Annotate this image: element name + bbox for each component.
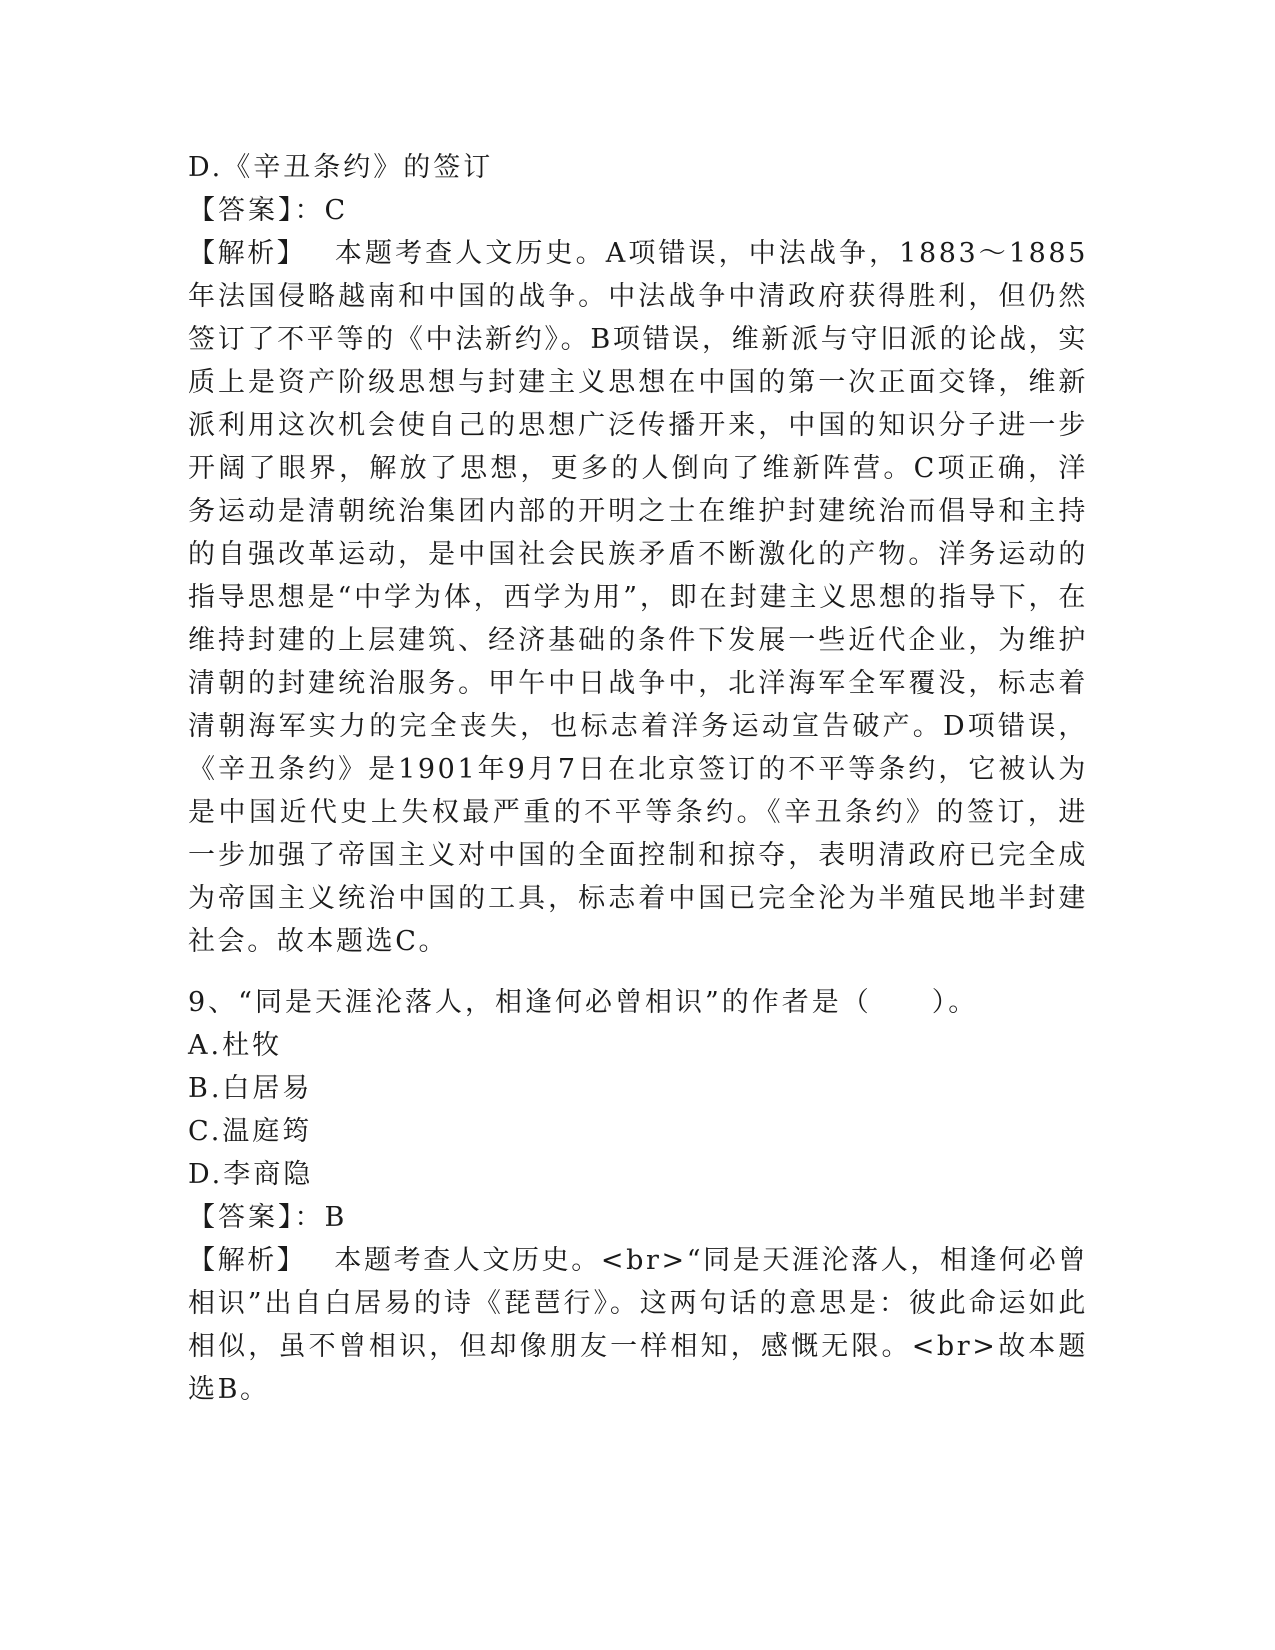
section-gap: [188, 963, 1088, 981]
q9-option-d: D.李商隐: [188, 1159, 314, 1190]
q9-option-b: B.白居易: [188, 1073, 313, 1104]
q9-analysis: [188, 1239, 1088, 1411]
q9-analysis-label: 【解析】: [188, 1245, 307, 1276]
q9-question: 9、“同是天涯沦落人，相逢何必曾相识”的作者是（ ）。: [188, 987, 979, 1018]
q9-answer: 【答案】：B: [188, 1202, 348, 1233]
q9-analysis-text: 本题考查人文历史。<br>“同是天涯沦落人，相逢何必曾相识”出自白居易的诗《琵琶行》。这两句话的意思是：彼此命运如此相似，虽不曾相识，但却像朋友一样相知，感慨无限。<br>故本题选B。: [188, 1245, 1088, 1405]
q9-option-a: A.杜牧: [188, 1030, 283, 1061]
q8-analysis: [188, 232, 1088, 963]
q9-option-c: C.温庭筠: [188, 1116, 313, 1147]
q8-option-d: D.《辛丑条约》的签订: [188, 152, 494, 183]
q8-answer: 【答案】：C: [188, 195, 349, 226]
q8-analysis-text: 本题考查人文历史。A项错误，中法战争，1883～1885年法国侵略越南和中国的战争。中法战争中清政府获得胜利，但仍然签订了不平等的《中法新约》。B项错误，维新派与守旧派的论战，实质上是资产阶级思想与封建主义思想在中国的第一次正面交锋，维新派利用这次机会使自己的思想广泛传播开来，中国的知识分子进一步开阔了眼界，解放了思想，更多的人倒向了维新阵营。C项正确，洋务运动是清朝统治集团内部的开明之士在维护封建统治而倡导和主持的自强改革运动，是中国社会民族矛盾不断激化的产物。洋务运动的指导思想是“中学为体，西学为用”，即在封建主义思想的指导下，在维持封建的上层建筑、经济基础的条件下发展一些近代企业，为维护清朝的封建统治服务。甲午中日战争中，北洋海军全军覆没，标志着清朝海军实力的完全丧失，也标志着洋务运动宣告破产。D项错误，《辛丑条约》是1901年9月7日在北京签订的不平等条约，它被认为是中国近代史上失权最严重的不平等条约。《辛丑条约》的签订，进一步加强了帝国主义对中国的全面控制和掠夺，表明清政府已完全成为帝国主义统治中国的工具，标志着中国已完全沦为半殖民地半封建社会。故本题选C。: [188, 238, 1088, 957]
page-content: [188, 146, 1088, 1411]
q8-analysis-label: 【解析】: [188, 238, 307, 269]
